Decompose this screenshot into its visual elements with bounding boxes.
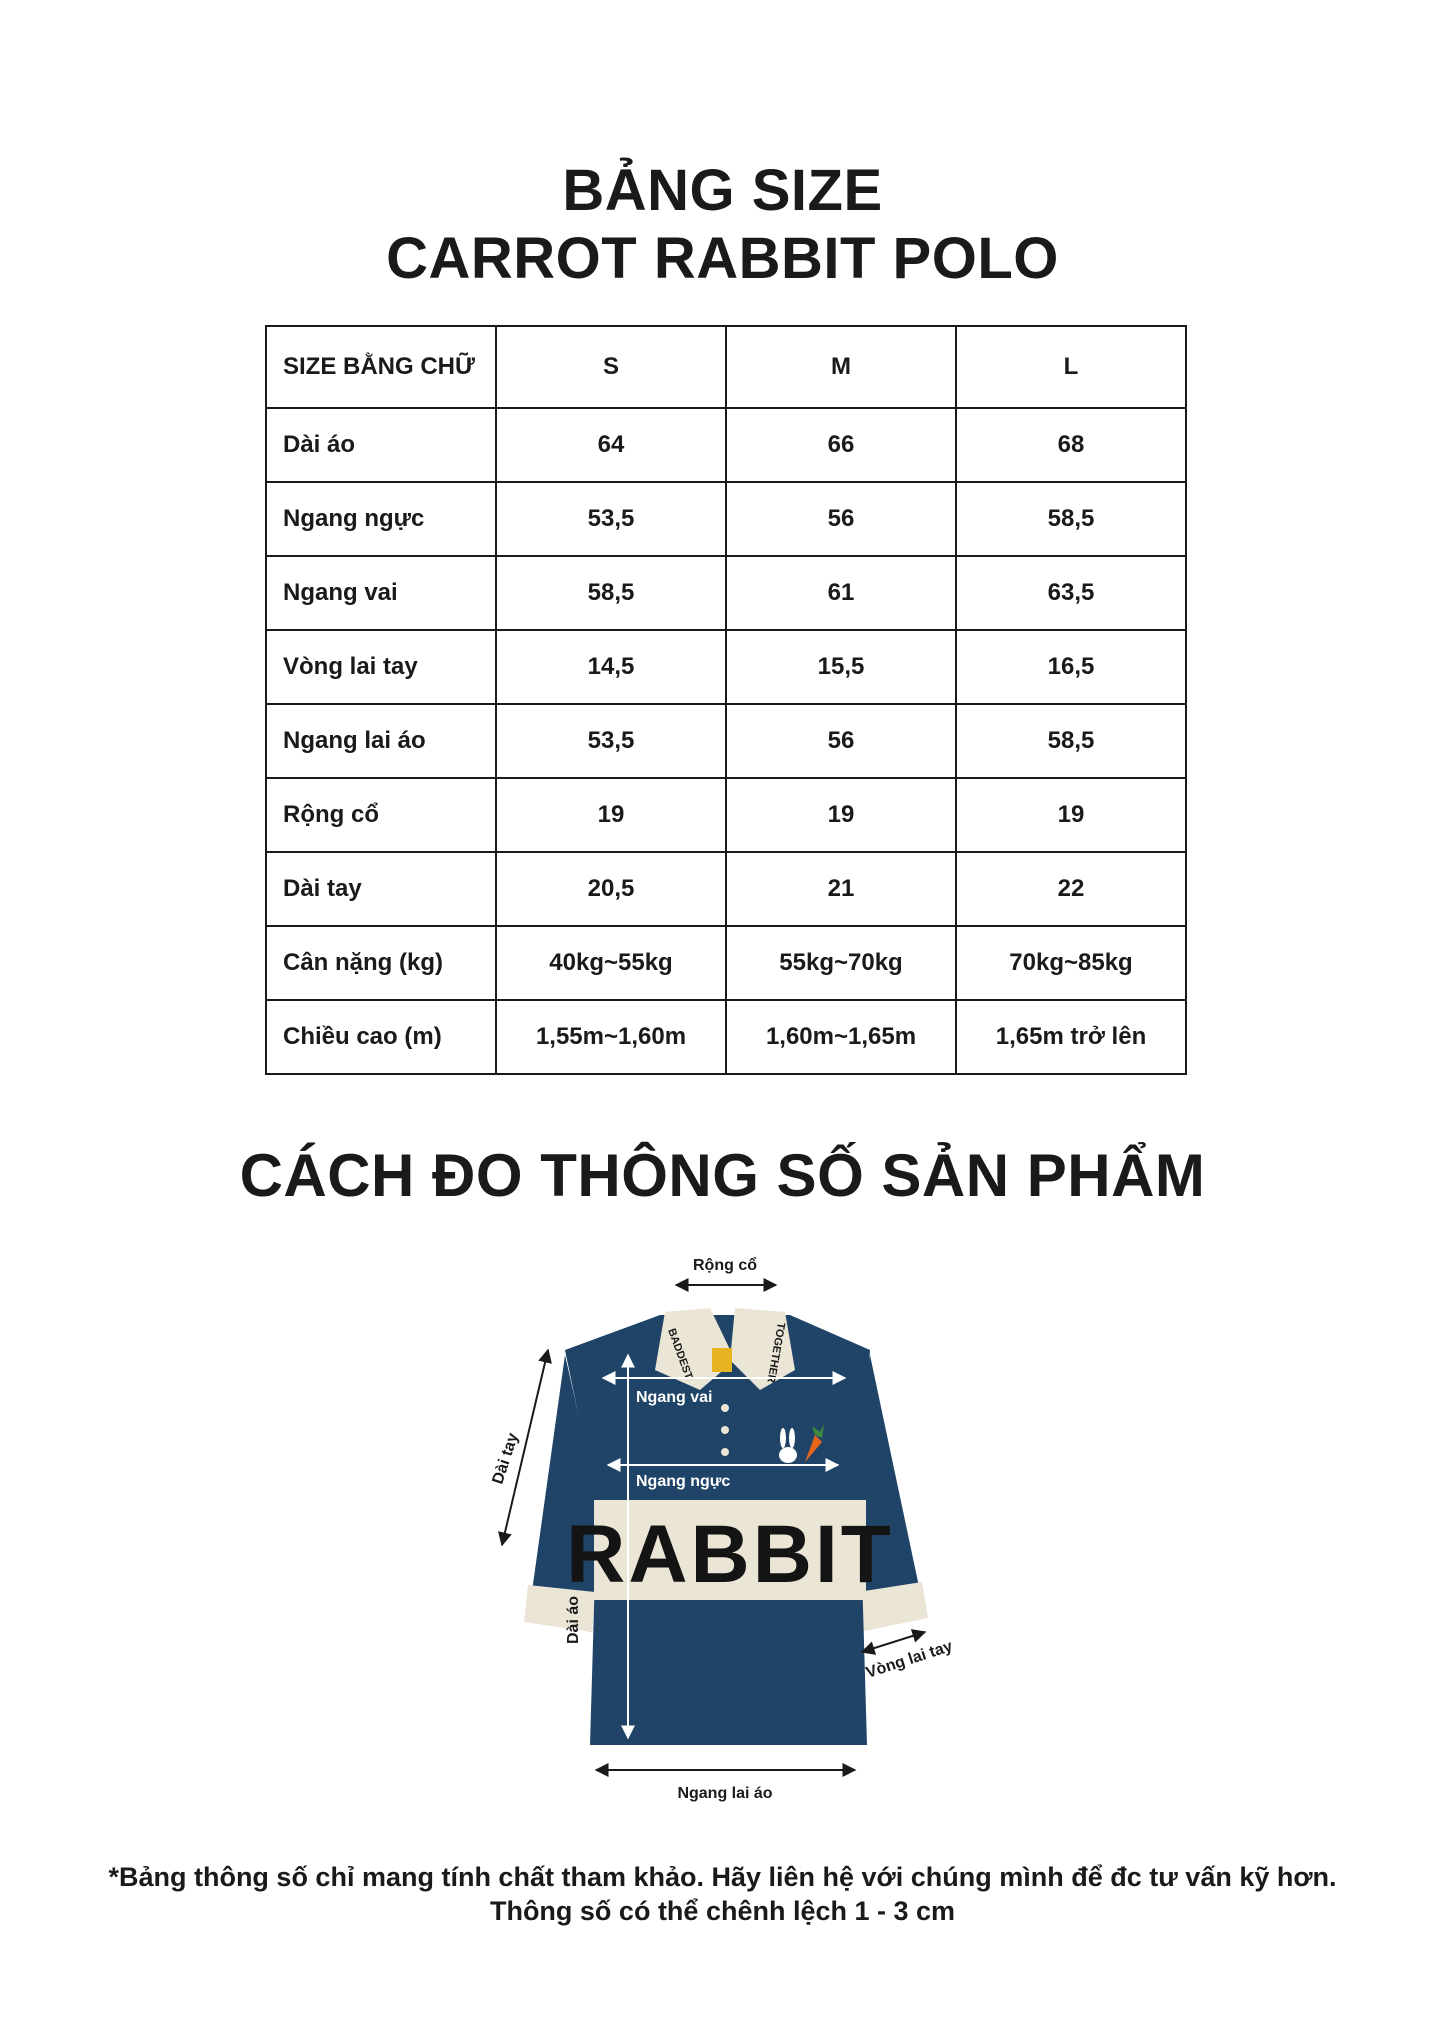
size-table-body bbox=[266, 326, 1186, 1074]
size-table-row bbox=[266, 852, 1186, 926]
size-table-header-row bbox=[266, 326, 1186, 408]
collar-text-left: BADDEST bbox=[665, 1326, 695, 1381]
polo-shirt-illustration bbox=[524, 1308, 928, 1745]
size-table-cell: 1,65m trở lên bbox=[956, 1000, 1186, 1074]
size-table-header-size: M bbox=[726, 326, 956, 408]
size-table-cell: 19 bbox=[956, 778, 1186, 852]
size-table-row bbox=[266, 482, 1186, 556]
footnote-line-1: *Bảng thông số chỉ mang tính chất tham khảo. Hãy liên hệ với chúng mình để đc tư vấn kỹ hơn. bbox=[108, 1862, 1337, 1892]
sleeve-hem-label: Vòng lai tay bbox=[863, 1637, 955, 1682]
button-3 bbox=[721, 1448, 729, 1456]
shoulder-width-label: Ngang vai bbox=[636, 1389, 713, 1406]
size-table-cell: 55kg~70kg bbox=[726, 926, 956, 1000]
size-table-row bbox=[266, 630, 1186, 704]
size-table-row bbox=[266, 1000, 1186, 1074]
size-table-cell: 19 bbox=[496, 778, 726, 852]
size-table-cell: 56 bbox=[726, 704, 956, 778]
size-table-row-label: Ngang vai bbox=[266, 556, 496, 630]
size-table-cell: 56 bbox=[726, 482, 956, 556]
shirt-measurement-diagram bbox=[0, 1230, 1445, 1830]
size-table-cell: 1,55m~1,60m bbox=[496, 1000, 726, 1074]
size-table-row bbox=[266, 926, 1186, 1000]
size-table-cell: 58,5 bbox=[956, 704, 1186, 778]
size-table-cell: 16,5 bbox=[956, 630, 1186, 704]
size-table-row-label: Chiều cao (m) bbox=[266, 1000, 496, 1074]
size-table-row bbox=[266, 408, 1186, 482]
shirt-print-text: RABBIT bbox=[566, 1509, 894, 1600]
size-table-cell: 61 bbox=[726, 556, 956, 630]
button-2 bbox=[721, 1426, 729, 1434]
size-table-row bbox=[266, 704, 1186, 778]
size-table-row-label: Vòng lai tay bbox=[266, 630, 496, 704]
size-table-cell: 21 bbox=[726, 852, 956, 926]
size-table-header-size: L bbox=[956, 326, 1186, 408]
size-table-row bbox=[266, 556, 1186, 630]
size-table-cell: 53,5 bbox=[496, 482, 726, 556]
size-table-row bbox=[266, 778, 1186, 852]
page-title-line-2: CARROT RABBIT POLO bbox=[386, 226, 1059, 291]
page-title-line-1: BẢNG SIZE bbox=[562, 158, 883, 223]
size-table-cell: 58,5 bbox=[956, 482, 1186, 556]
size-table-cell: 20,5 bbox=[496, 852, 726, 926]
size-table-row-label: Dài tay bbox=[266, 852, 496, 926]
size-table-cell: 22 bbox=[956, 852, 1186, 926]
sleeve-length-label: Dài tay bbox=[489, 1431, 522, 1487]
size-table-cell: 19 bbox=[726, 778, 956, 852]
size-table-cell: 53,5 bbox=[496, 704, 726, 778]
size-table-cell: 14,5 bbox=[496, 630, 726, 704]
brand-label-patch bbox=[712, 1348, 732, 1372]
size-table-header-size: S bbox=[496, 326, 726, 408]
measurement-title: CÁCH ĐO THÔNG SỐ SẢN PHẨM bbox=[239, 1142, 1206, 1209]
size-table-cell: 15,5 bbox=[726, 630, 956, 704]
size-table-cell: 66 bbox=[726, 408, 956, 482]
size-table-row-label: Ngang lai áo bbox=[266, 704, 496, 778]
size-table-cell: 68 bbox=[956, 408, 1186, 482]
body-length-label: Dài áo bbox=[565, 1595, 582, 1645]
size-table-cell: 1,60m~1,65m bbox=[726, 1000, 956, 1074]
button-1 bbox=[721, 1404, 729, 1412]
size-table-cell: 64 bbox=[496, 408, 726, 482]
size-table-row-label: Cân nặng (kg) bbox=[266, 926, 496, 1000]
footnote-line-2: Thông số có thể chênh lệch 1 - 3 cm bbox=[489, 1896, 956, 1926]
size-table-row-label: Rộng cổ bbox=[266, 778, 496, 852]
chest-width-label: Ngang ngực bbox=[636, 1473, 731, 1490]
size-table-header-label: SIZE BẰNG CHỮ bbox=[266, 326, 496, 408]
size-table bbox=[265, 325, 1187, 1075]
size-table-row-label: Dài áo bbox=[266, 408, 496, 482]
size-table-cell: 58,5 bbox=[496, 556, 726, 630]
size-table-row-label: Ngang ngực bbox=[266, 482, 496, 556]
size-table-cell: 40kg~55kg bbox=[496, 926, 726, 1000]
collar-text-right: TOGETHER bbox=[764, 1321, 787, 1384]
size-table-cell: 70kg~85kg bbox=[956, 926, 1186, 1000]
size-table-cell: 63,5 bbox=[956, 556, 1186, 630]
neck-width-label: Rộng cổ bbox=[693, 1257, 757, 1274]
hem-width-label: Ngang lai áo bbox=[677, 1785, 773, 1802]
